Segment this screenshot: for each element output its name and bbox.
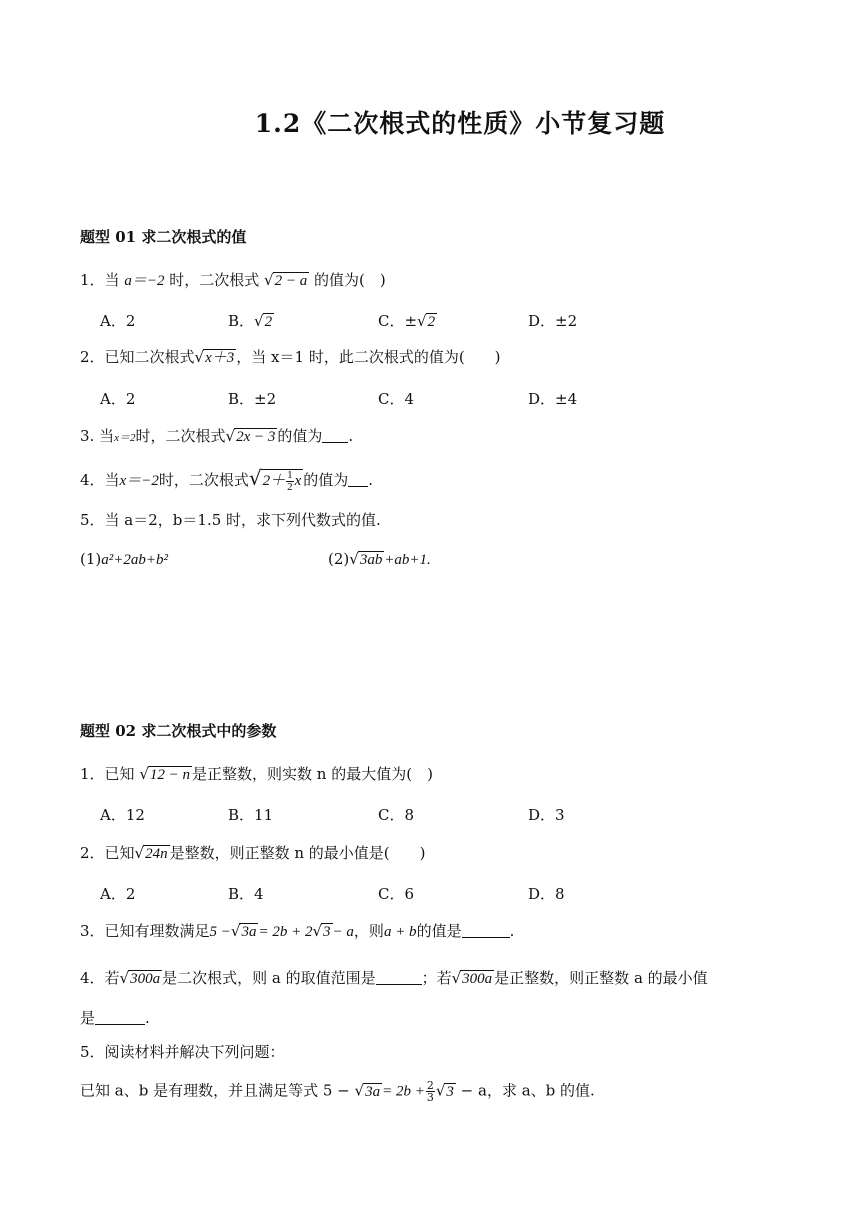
s1q1-prefix: 1．当: [80, 271, 120, 289]
s2q1-radicand: 12 − n: [149, 767, 191, 783]
s2q2-option-c: C．6: [378, 885, 415, 903]
answer-blank: [376, 970, 422, 985]
s2q2-radicand: 24n: [145, 846, 168, 862]
s1q4-radicand: 2＋ $\frac{1}{2}$ x: [262, 469, 302, 494]
s1q1-suffix: 的值为( ): [314, 271, 386, 289]
section-heading-2: 题型 02 求二次根式中的参数: [80, 722, 277, 740]
sqrt-sign: √: [264, 271, 274, 289]
s2q2-option-d: D．8: [528, 885, 565, 903]
answer-blank: [348, 472, 368, 487]
s1q3-radicand: 2x − 3: [236, 429, 276, 445]
s1q1-option-d: D．±2: [528, 312, 578, 330]
answer-blank: [322, 428, 348, 443]
s1q2-option-b: B．±2: [228, 390, 277, 408]
s1q1-cond: a＝−2: [124, 273, 165, 289]
s1q2-radicand: x＋3: [205, 350, 235, 366]
s1q2-option-c: C．4: [378, 390, 415, 408]
s1-question-4: 4．当x＝−2时，二次根式√2＋ $\frac{1}{2}$ x 的值为 .: [80, 466, 374, 494]
s1q1-option-b: B．√2: [228, 312, 273, 330]
s1-question-2: 2．已知二次根式√x＋3 ，当 x＝1 时，此二次根式的值为( ): [80, 348, 501, 366]
s2q1-option-c: C．8: [378, 806, 415, 824]
s1-question-1: [80, 270, 386, 291]
answer-blank: [462, 923, 510, 938]
s1q5-part-2: (2)√3ab +ab+1.: [328, 550, 431, 568]
section-heading-1: 题型 01 求二次根式的值: [80, 228, 247, 246]
s1q1-option-c: C．±√2: [378, 312, 436, 330]
s1q2-option-a: A．2: [100, 390, 136, 408]
s2-question-4: 4．若√300a 是二次根式，则 a 的取值范围是 ；若√300a 是正整数，则正整数 a 的最小值: [80, 969, 708, 987]
s1q5-part-1: (1)a²+2ab+b²: [80, 550, 168, 568]
s1q1-option-a: A．2: [100, 312, 136, 330]
s1-question-3: 3. 当x＝2时，二次根式√2x − 3 的值为 .: [80, 427, 354, 445]
s2-question-3: 3．已知有理数满足5 −√3a = 2b + 2√3 − a，则a + b的值是 .: [80, 922, 515, 940]
s2q1-option-d: D．3: [528, 806, 565, 824]
s2-question-1: 1．已知 √12 − n 是正整数，则实数 n 的最大值为( ): [80, 765, 433, 783]
s2-question-5-body: 已知 a、b 是有理数，并且满足等式 5 − √3a = 2b + $\frac{2}{3}$ √3 − a，求 a、b 的值.: [80, 1079, 595, 1104]
s1q1-radicand: 2 − a: [274, 273, 308, 289]
s2-question-2: 2．已知√24n 是整数，则正整数 n 的最小值是( ): [80, 844, 426, 862]
s2q2-option-a: A．2: [100, 885, 136, 903]
s1q2-option-d: D．±4: [528, 390, 578, 408]
s1-question-5: 5．当 a＝2，b＝1.5 时，求下列代数式的值.: [80, 511, 381, 529]
s2q2-option-b: B．4: [228, 885, 264, 903]
page-title: 1.2《二次根式的性质》小节复习题: [254, 109, 666, 138]
s1q1-mid: 时，二次根式: [169, 271, 260, 289]
s2q1-option-a: A．12: [100, 806, 145, 824]
s2q1-option-b: B．11: [228, 806, 274, 824]
s2-question-4-cont: 是 .: [80, 1009, 150, 1027]
s2-question-5: 5．阅读材料并解决下列问题：: [80, 1043, 285, 1061]
answer-blank: [95, 1010, 145, 1025]
